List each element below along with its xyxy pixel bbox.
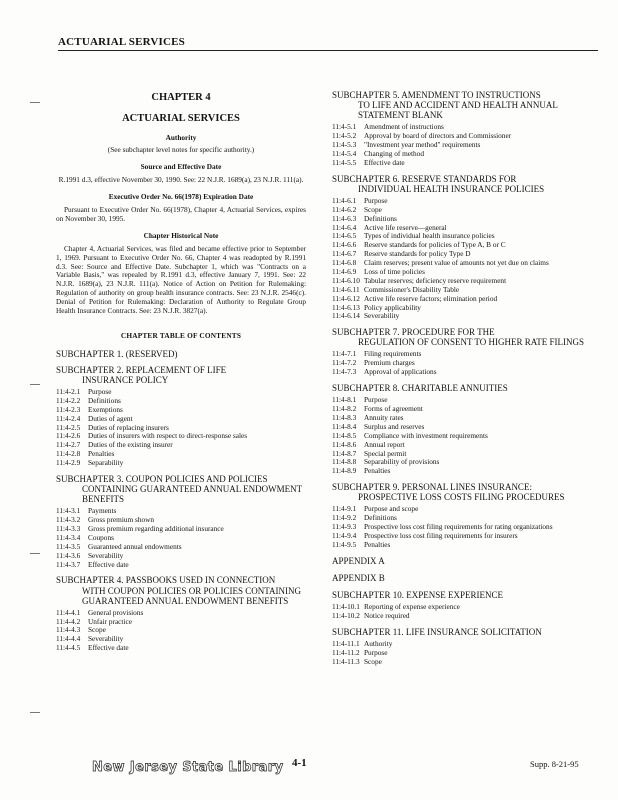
section-number: 11:4-4.1 xyxy=(56,607,81,617)
subchapter-title[interactable] xyxy=(332,327,596,347)
subchapter-title-continuation: CONTAINING GUARANTEED ANNUAL ENDOWMENT BENEFITS xyxy=(82,484,303,505)
executive-order-heading: Executive Order No. 66(1978) Expiration Date xyxy=(108,192,254,202)
section-title: Definitions xyxy=(364,513,397,523)
section-title: Severability xyxy=(364,311,400,321)
section-title: Reserve standards for policy Type D xyxy=(364,249,471,259)
section-title: "Investment year method" requirements xyxy=(364,140,481,150)
section-title: Penalties xyxy=(364,466,391,476)
historical-note-heading: Chapter Historical Note xyxy=(143,230,219,240)
section-number: 11:4-5.5 xyxy=(332,157,357,167)
section-number: 11:4-5.3 xyxy=(332,140,357,150)
section-number: 11:4-3.6 xyxy=(56,550,81,560)
subchapter-title-line: SUBCHAPTER 11. LIFE INSURANCE SOLICITATION xyxy=(332,626,542,637)
subchapter-title[interactable] xyxy=(56,349,306,359)
section-number: 11:4-7.3 xyxy=(332,367,357,377)
section-number: 11:4-8.8 xyxy=(332,457,357,467)
subchapter-title-line: SUBCHAPTER 5. AMENDMENT TO INSTRUCTIONS xyxy=(332,90,541,100)
section-number: 11:4-8.5 xyxy=(332,430,357,440)
section-title: Notice required xyxy=(364,610,410,620)
section-title: Coupons xyxy=(88,532,114,542)
subchapter-title-line: SUBCHAPTER 9. PERSONAL LINES INSURANCE: xyxy=(332,482,532,493)
section-number: 11:4-5.2 xyxy=(332,131,357,141)
section-title: Unfair practice xyxy=(88,616,132,626)
margin-mark xyxy=(30,102,40,103)
section-number: 11:4-3.3 xyxy=(56,524,81,533)
subchapter-title-line: SUBCHAPTER 3. COUPON POLICIES AND POLICIES xyxy=(56,473,268,484)
subchapter-entry xyxy=(332,383,596,476)
section-number: 11:4-6.13 xyxy=(332,302,360,312)
section-title: Separability of provisions xyxy=(364,457,440,467)
section-title: Reserve standards for policies of Type A, B or C xyxy=(364,240,506,250)
section-title: Severability xyxy=(88,550,124,560)
left-subchapter-list xyxy=(56,349,306,653)
section-number: 11:4-4.5 xyxy=(56,643,81,653)
appendix-b[interactable]: APPENDIX B xyxy=(332,572,385,583)
section-title: Penalties xyxy=(364,539,391,549)
section-title: Reporting of expense experience xyxy=(364,601,460,611)
subchapter-entry xyxy=(56,365,306,468)
section-entry[interactable] xyxy=(332,541,596,550)
section-number: 11:4-3.2 xyxy=(56,515,81,525)
section-entry[interactable] xyxy=(332,467,596,476)
section-number: 11:4-2.5 xyxy=(56,422,81,432)
section-title: Scope xyxy=(88,625,106,635)
section-title: Compliance with investment requirements xyxy=(364,430,488,440)
subchapter-entry xyxy=(332,590,596,621)
section-list xyxy=(332,197,596,321)
section-number: 11:4-4.2 xyxy=(56,616,81,626)
section-title: Duties of agent xyxy=(88,413,133,423)
subchapter-entry xyxy=(332,627,596,667)
section-title: Purpose xyxy=(88,386,112,396)
section-number: 11:4-6.11 xyxy=(332,284,360,294)
section-list xyxy=(56,609,306,653)
section-number: 11:4-9.2 xyxy=(332,513,357,523)
section-list xyxy=(332,396,596,476)
section-number: 11:4-2.8 xyxy=(56,449,81,459)
section-number: 11:4-9.1 xyxy=(332,504,357,514)
historical-note-text: Chapter 4, Actuarial Services, was filed and became effective prior to September 1, 1969. Pursuant to Executive Order No. 66, Chapter 4 was readopted by R.1991 d.3. See: Source and Effective Date. Subchapter 1, which was "Contracts on a Variable Basis," was repealed by R.1991 d.3, effective January 7, 1991. See: 22 N.J.R. 1689(a), 23 N.J.R. 111(a). Notice of Action on Petition for Rulemaking: Regulation of authority on group health insurance contracts. See: 23 N.J.R. 2546(c). Denial of Petition for Rulemaking: Declaration of Authority to Regulate Group Health Insurance Contracts. See: 23 N.J.R. 3827(a). xyxy=(56,243,306,315)
section-title: Gross premium regarding additional insurance xyxy=(88,524,224,533)
running-header: ACTUARIAL SERVICES xyxy=(58,36,598,51)
section-title: Authority xyxy=(364,638,393,648)
authority-heading: Authority xyxy=(165,132,197,142)
section-list xyxy=(332,350,596,377)
section-number: 11:4-6.10 xyxy=(332,275,360,285)
subchapter-title-continuation: TO LIFE AND ACCIDENT AND HEALTH ANNUAL STATEMENT BLANK xyxy=(358,100,558,121)
section-number: 11:4-7.2 xyxy=(332,358,357,368)
section-title: Tabular reserves; deficiency reserve requirement xyxy=(364,275,507,285)
section-title: Annual report xyxy=(364,439,405,449)
section-title: Loss of time policies xyxy=(364,266,426,276)
right-column xyxy=(332,90,596,672)
section-number: 11:4-9.4 xyxy=(332,531,357,541)
section-number: 11:4-8.1 xyxy=(332,395,357,405)
section-title: Penalties xyxy=(88,449,115,459)
section-number: 11:4-2.3 xyxy=(56,404,81,414)
section-number: 11:4-9.3 xyxy=(332,522,357,532)
subchapter-title-line: SUBCHAPTER 6. RESERVE STANDARDS FOR xyxy=(332,173,517,184)
subchapter-title-continuation: INDIVIDUAL HEALTH INSURANCE POLICIES xyxy=(358,183,545,194)
section-number: 11:4-8.9 xyxy=(332,466,357,476)
section-number: 11:4-6.4 xyxy=(332,222,357,232)
section-number: 11:4-6.2 xyxy=(332,204,357,214)
section-number: 11:4-3.1 xyxy=(56,506,81,516)
subchapter-title-line: SUBCHAPTER 4. PASSBOOKS USED IN CONNECTION xyxy=(56,575,276,586)
section-number: 11:4-2.9 xyxy=(56,458,81,468)
section-title: Policy applicability xyxy=(364,302,421,312)
section-number: 11:4-9.5 xyxy=(332,539,357,549)
supplement-date: Supp. 8-21-95 xyxy=(530,759,579,769)
section-title: Changing of method xyxy=(364,148,424,158)
table-of-contents-heading: CHAPTER TABLE OF CONTENTS xyxy=(120,330,242,340)
subchapter-title[interactable] xyxy=(332,482,596,502)
section-title: Effective date xyxy=(364,157,405,167)
section-list xyxy=(332,640,596,667)
section-title: Approval by board of directors and Commissioner xyxy=(364,131,512,141)
section-title: Surplus and reserves xyxy=(364,421,425,431)
section-number: 11:4-7.1 xyxy=(332,349,357,359)
section-title: Approval of applications xyxy=(364,367,437,377)
right-subchapter-list-b xyxy=(332,590,596,667)
subchapter-entry xyxy=(332,482,596,550)
section-title: Filing requirements xyxy=(364,349,422,359)
section-title: Special permit xyxy=(364,448,407,458)
left-column xyxy=(56,90,306,659)
section-title: Premium charges xyxy=(364,358,415,368)
section-list xyxy=(332,505,596,549)
subchapter-title[interactable] xyxy=(56,575,306,605)
subchapter-entry xyxy=(56,474,306,569)
right-subchapter-list xyxy=(332,90,596,550)
section-title: Guaranteed annual endowments xyxy=(88,541,182,551)
subchapter-title[interactable] xyxy=(332,590,596,600)
subchapter-title[interactable] xyxy=(332,627,596,637)
section-entry[interactable] xyxy=(56,459,306,468)
section-title: Prospective loss cost filing requirements for insurers xyxy=(364,531,518,541)
section-number: 11:4-11.2 xyxy=(332,647,360,657)
section-title: Purpose and scope xyxy=(364,504,419,514)
section-number: 11:4-8.4 xyxy=(332,421,357,431)
section-number: 11:4-6.7 xyxy=(332,249,357,259)
section-title: Types of individual health insurance policies xyxy=(364,231,495,241)
subchapter-title[interactable] xyxy=(332,383,596,393)
subchapter-title[interactable] xyxy=(332,90,596,120)
section-number: 11:4-5.1 xyxy=(332,122,357,132)
section-title: Exemptions xyxy=(88,404,123,414)
subchapter-title-line: SUBCHAPTER 7. PROCEDURE FOR THE xyxy=(332,327,495,338)
section-list xyxy=(332,123,596,167)
section-title: Active life reserve factors; elimination period xyxy=(364,293,498,303)
section-entry[interactable] xyxy=(332,612,596,621)
section-title: Payments xyxy=(88,506,117,516)
section-title: Duties of the existing insurer xyxy=(88,440,173,450)
section-title: Purpose xyxy=(364,195,388,205)
margin-mark xyxy=(30,384,40,385)
section-number: 11:4-8.7 xyxy=(332,448,357,458)
section-list xyxy=(56,388,306,468)
section-number: 11:4-10.1 xyxy=(332,601,360,611)
section-number: 11:4-6.9 xyxy=(332,266,357,276)
section-title: Effective date xyxy=(88,559,129,569)
section-title: Duties of replacing insurers xyxy=(88,422,169,432)
section-number: 11:4-3.7 xyxy=(56,559,81,569)
section-title: Active life reserve—general xyxy=(364,222,447,232)
subchapter-entry xyxy=(332,327,596,377)
authority-text: (See subchapter level notes for specific authority.) xyxy=(107,145,255,155)
section-number: 11:4-2.2 xyxy=(56,395,81,405)
section-title: Gross premium shown xyxy=(88,515,155,525)
section-number: 11:4-6.6 xyxy=(332,240,357,250)
section-title: Purpose xyxy=(364,395,388,405)
section-title: Separability xyxy=(88,458,124,468)
section-number: 11:4-6.3 xyxy=(332,213,357,223)
section-number: 11:4-4.4 xyxy=(56,634,81,644)
section-list xyxy=(332,603,596,621)
section-entry[interactable] xyxy=(332,368,596,377)
section-number: 11:4-3.4 xyxy=(56,532,81,542)
section-list xyxy=(56,507,306,569)
section-title: Amendment of instructions xyxy=(364,122,444,132)
executive-order-text: Pursuant to Executive Order No. 66(1978), Chapter 4, Actuarial Services, expires on November 30, 1995. xyxy=(56,205,306,223)
section-title: Annuity rates xyxy=(364,413,404,422)
chapter-title: ACTUARIAL SERVICES xyxy=(122,112,240,124)
page-number: 4-1 xyxy=(292,757,307,769)
section-title: Severability xyxy=(88,634,124,644)
subchapter-title-line: SUBCHAPTER 2. REPLACEMENT OF LIFE xyxy=(56,364,227,375)
section-title: Forms of agreement xyxy=(364,404,423,414)
subchapter-entry xyxy=(56,349,306,359)
margin-mark xyxy=(30,553,40,554)
section-number: 11:4-8.6 xyxy=(332,439,357,449)
source-heading: Source and Effective Date xyxy=(140,162,222,172)
section-number: 11:4-3.5 xyxy=(56,541,81,551)
section-title: Prospective loss cost filing requirements for rating organizations xyxy=(364,522,553,532)
section-title: Definitions xyxy=(88,395,121,405)
section-number: 11:4-6.5 xyxy=(332,231,357,241)
section-number: 11:4-11.3 xyxy=(332,656,360,666)
section-title: Effective date xyxy=(88,643,129,653)
section-title: Purpose xyxy=(364,647,388,657)
section-entry[interactable] xyxy=(332,658,596,667)
section-number: 11:4-4.3 xyxy=(56,625,81,635)
subchapter-entry xyxy=(332,174,596,322)
section-number: 11:4-6.1 xyxy=(332,195,357,205)
section-title: Definitions xyxy=(364,213,397,223)
subchapter-entry xyxy=(332,90,596,168)
section-number: 11:4-6.14 xyxy=(332,311,360,321)
subchapter-title[interactable] xyxy=(56,474,306,504)
section-number: 11:4-6.8 xyxy=(332,258,357,268)
section-entry[interactable] xyxy=(56,644,306,653)
subchapter-title[interactable] xyxy=(56,365,306,385)
section-number: 11:4-6.12 xyxy=(332,293,360,303)
subchapter-title-continuation: PROSPECTIVE LOSS COSTS FILING PROCEDURES xyxy=(358,492,565,503)
section-number: 11:4-11.1 xyxy=(332,638,360,648)
margin-mark xyxy=(30,712,40,713)
appendix-a[interactable]: APPENDIX A xyxy=(332,555,385,566)
source-text: R.1991 d.3, effective November 30, 1990. See: 22 N.J.R. 1689(a), 23 N.J.R. 111(a). xyxy=(58,175,304,185)
subchapter-title-line: SUBCHAPTER 10. EXPENSE EXPERIENCE xyxy=(332,589,504,600)
section-number: 11:4-2.6 xyxy=(56,431,81,441)
subchapter-title-continuation: REGULATION OF CONSENT TO HIGHER RATE FILINGS xyxy=(358,337,585,348)
section-number: 11:4-2.7 xyxy=(56,440,81,450)
section-title: Claim reserves; present value of amounts not yet due on claims xyxy=(364,258,549,268)
subchapter-title-continuation: WITH COUPON POLICIES OR POLICIES CONTAINING GUARANTEED ANNUAL ENDOWMENT BENEFITS xyxy=(82,585,302,606)
section-number: 11:4-10.2 xyxy=(332,610,360,620)
section-title: Commissioner's Disability Table xyxy=(364,284,460,294)
subchapter-title-continuation: INSURANCE POLICY xyxy=(82,374,169,385)
section-title: Duties of insurers with respect to direct-response sales xyxy=(88,431,248,441)
section-number: 11:4-5.4 xyxy=(332,148,357,158)
section-number: 11:4-8.2 xyxy=(332,404,357,414)
section-entry[interactable] xyxy=(332,159,596,168)
section-number: 11:4-2.1 xyxy=(56,386,81,396)
section-number: 11:4-2.4 xyxy=(56,413,81,423)
subchapter-entry xyxy=(56,575,306,653)
section-title: Scope xyxy=(364,204,382,214)
library-stamp: New Jersey State Library xyxy=(92,760,284,775)
subchapter-title[interactable] xyxy=(332,174,596,194)
section-entry[interactable] xyxy=(332,312,596,321)
chapter-number: CHAPTER 4 xyxy=(151,92,211,103)
subchapter-title-line: SUBCHAPTER 8. CHARITABLE ANNUITIES xyxy=(332,383,508,394)
subchapter-title-line: SUBCHAPTER 1. (RESERVED) xyxy=(56,348,178,359)
section-entry[interactable] xyxy=(56,561,306,570)
section-number: 11:4-8.3 xyxy=(332,413,357,422)
section-title: General provisions xyxy=(88,607,144,617)
section-title: Scope xyxy=(364,656,382,666)
